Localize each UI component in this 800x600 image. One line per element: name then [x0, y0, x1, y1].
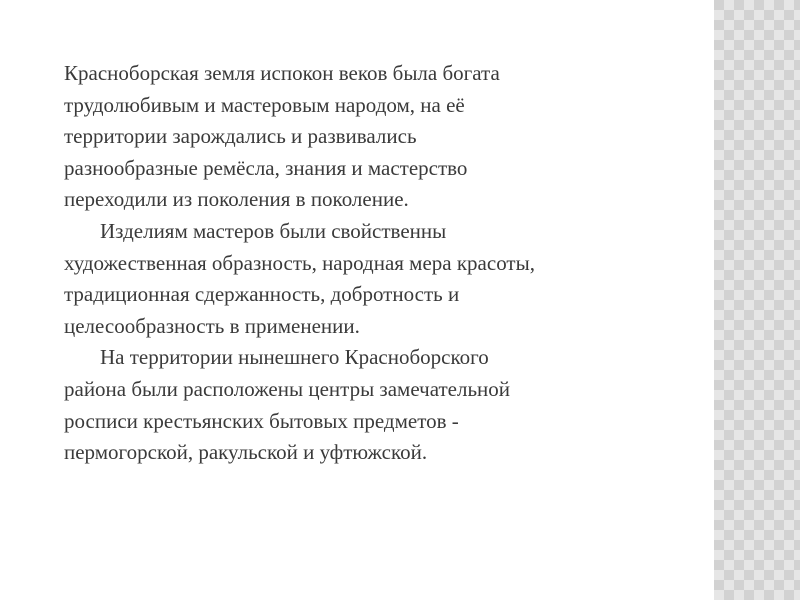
decorative-side-band: [714, 0, 800, 600]
paragraph-1: Красноборская земля испокон веков была богата трудолюбивым и мастеровым народом, на её территории зарождались и развивались разнообразные ремёсла, знания и мастерство переходили из поколения в поколение.: [64, 61, 500, 212]
slide-body-text: [64, 58, 704, 469]
paragraph-2: Изделиям мастеров были свойственны художественная образность, народная мера красоты, традиционная сдержанность, добротность и целесообразность в применении.: [64, 218, 535, 338]
paragraph-3: На территории нынешнего Красноборского района были расположены центры замечательной росписи крестьянских бытовых предметов - пермогорской, ракульской и уфтюжской.: [64, 345, 511, 465]
